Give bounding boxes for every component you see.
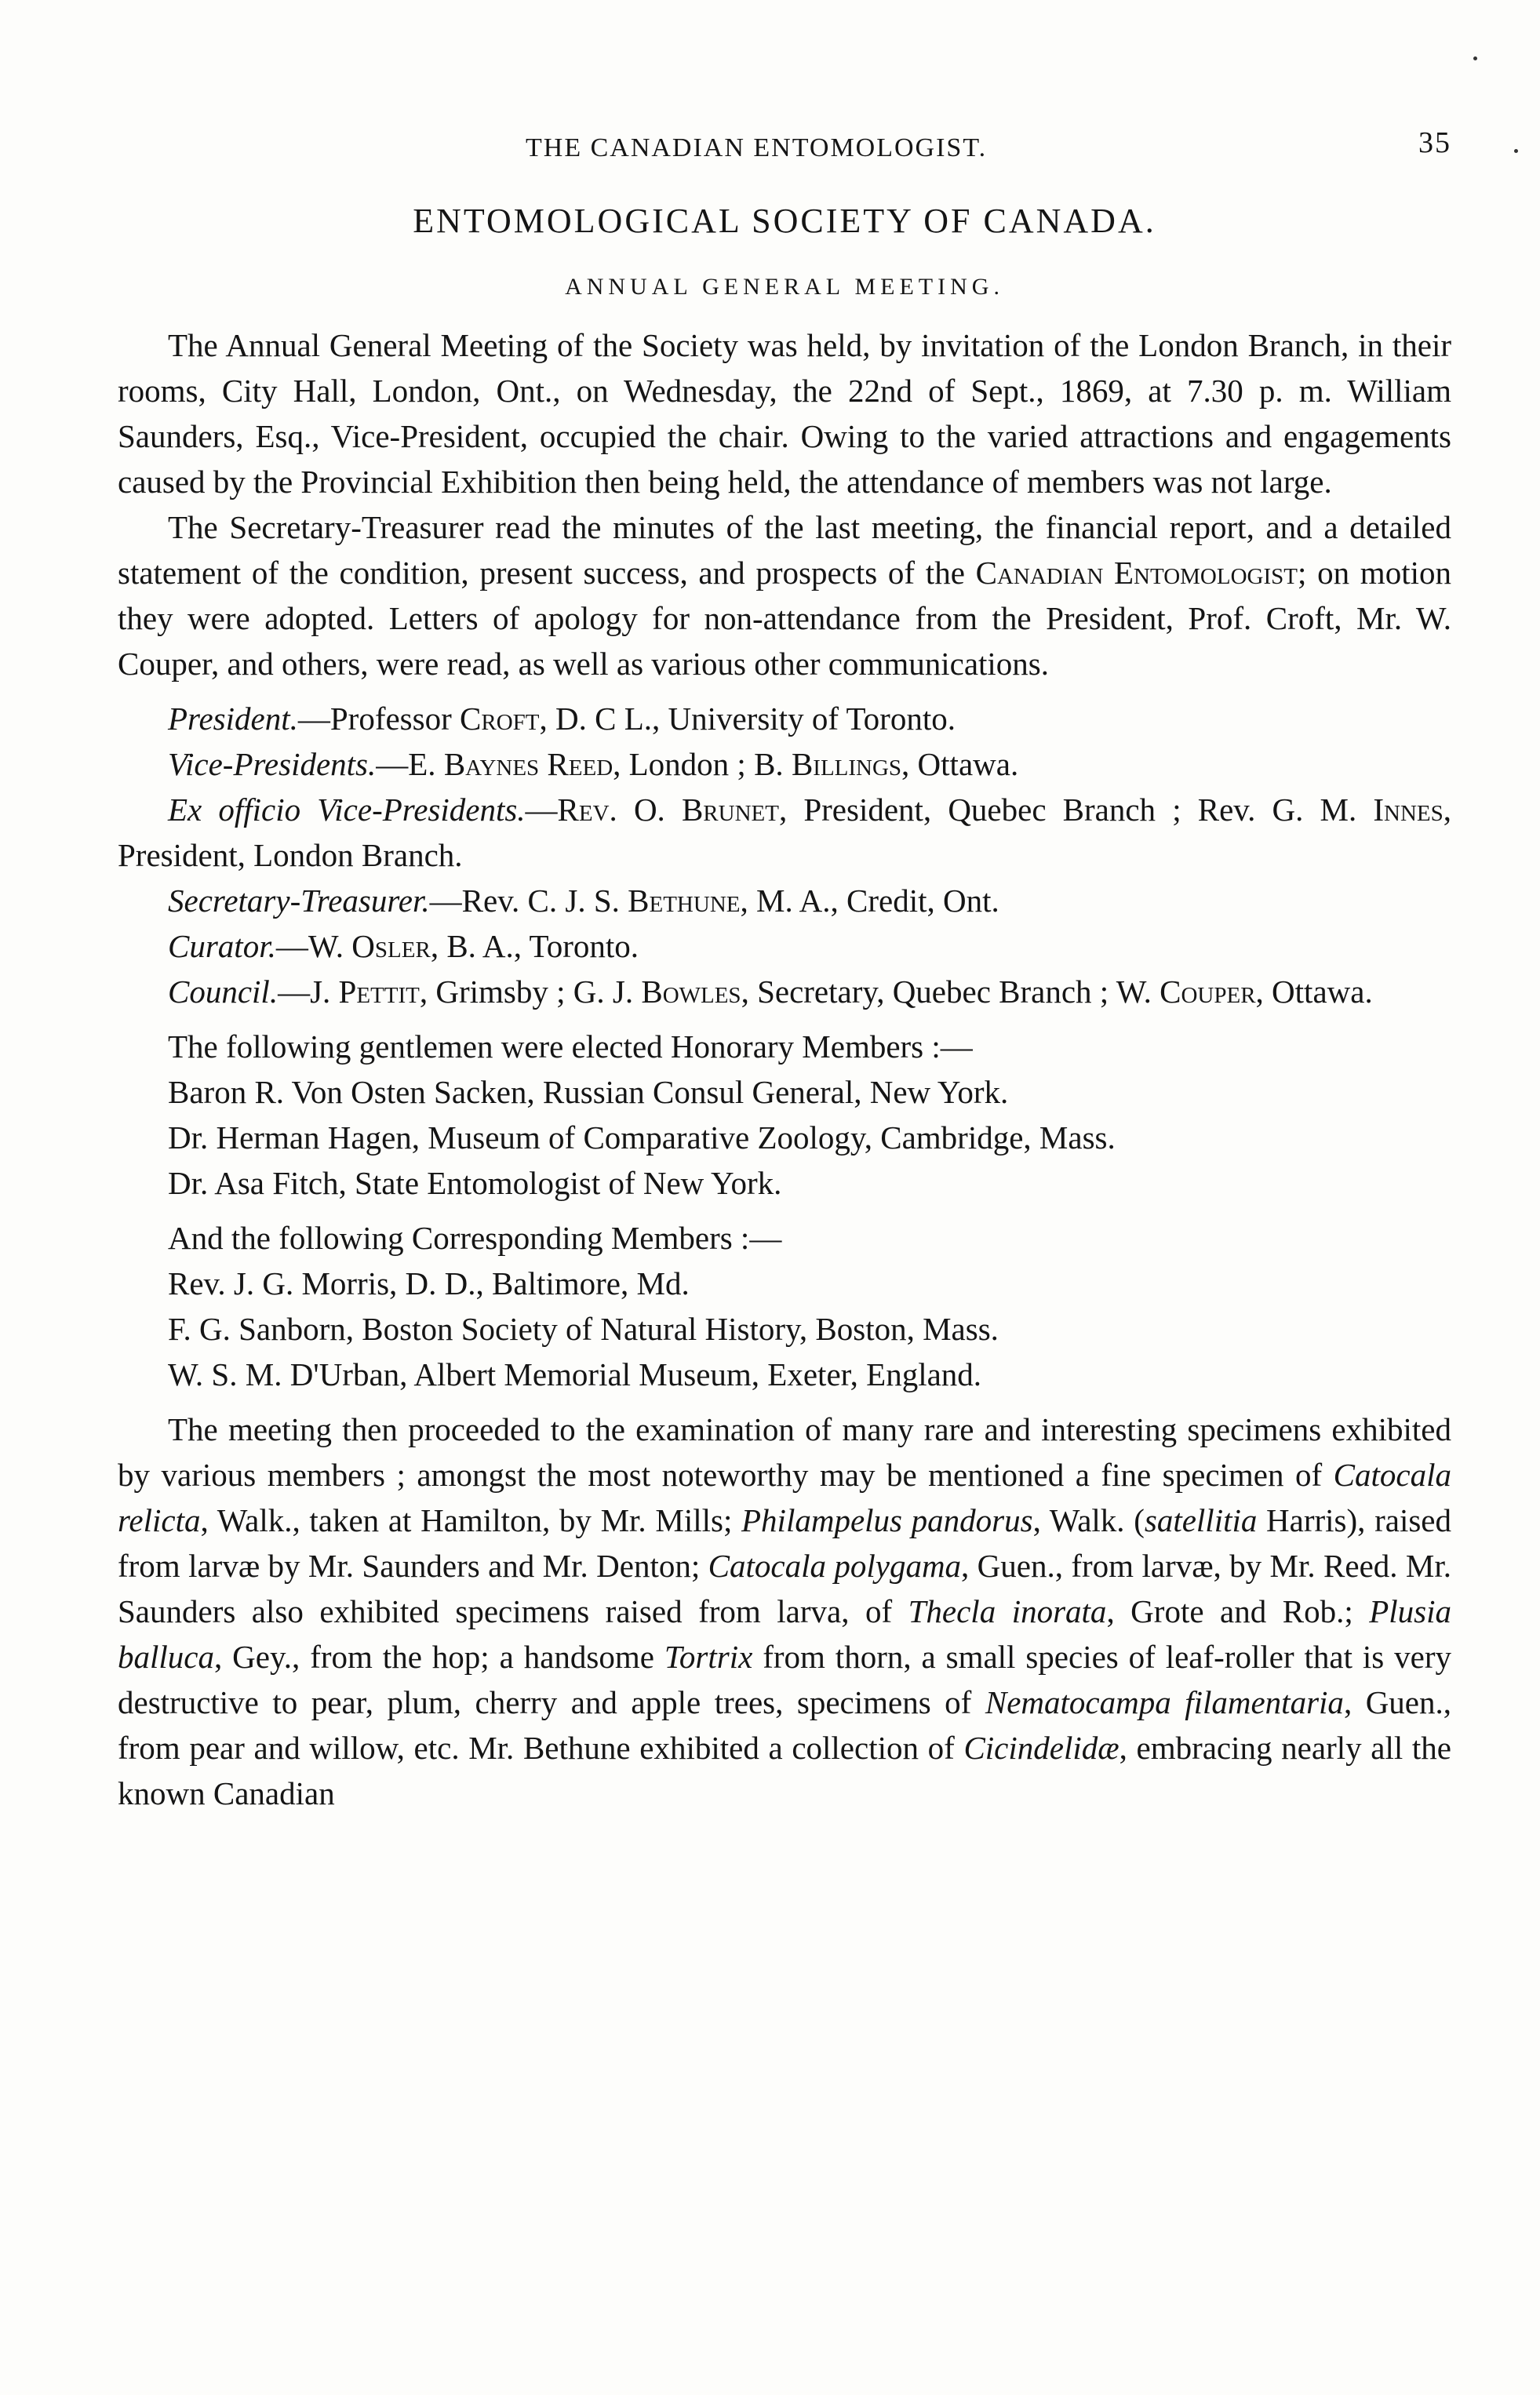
officer-curator: Curator.—W. Osler, B. A., Toronto.	[168, 928, 639, 964]
scan-speck	[1514, 149, 1518, 153]
running-head	[118, 118, 1451, 165]
corresponding-member: Rev. J. G. Morris, D. D., Baltimore, Md.	[168, 1265, 690, 1301]
treasurer-paragraph: The Secretary-Treasurer read the minutes of the last meeting, the financial report, and a detailed statement of the condition, present success, and prospects of the Canadian Entomologist; on motion they were adopted. Letters of apology for non-attendance from the President, Prof. Croft, Mr. W. Couper, and others, were read, as well as various other communications.	[118, 509, 1451, 682]
meeting-paragraph: The Annual General Meeting of the Society was held, by invitation of the London Branch, in their rooms, City Hall, London, Ont., on Wednesday, the 22nd of Sept., 1869, at 7.30 p. m. William Saunders, Esq., Vice-President, occupied the chair. Owing to the varied attractions and engagements caused by the Provincial Exhibition then being held, the attendance of members was not large.	[118, 327, 1451, 500]
officer-ex-officio: Ex officio Vice-Presidents.—Rev. O. Brunet, President, Quebec Branch ; Rev. G. M. Innes, President, London Branch.	[118, 792, 1451, 873]
scan-speck	[1473, 56, 1477, 60]
officer-president: President.—Professor Croft, D. C L., University of Toronto.	[168, 701, 956, 737]
specimens-paragraph: The meeting then proceeded to the examination of many rare and interesting specimens exhibited by various members ; amongst the most noteworthy may be mentioned a fine specimen of Catocala relicta, Walk., taken at Hamilton, by Mr. Mills; Philampelus pandorus, Walk. (satellitia Harris), raised from larvæ by Mr. Saunders and Mr. Denton; Catocala polygama, Guen., from larvæ, by Mr. Reed. Mr. Saunders also exhibited specimens raised from larva, of Thecla inorata, Grote and Rob.; Plusia balluca, Gey., from the hop; a handsome Tortrix from thorn, a small species of leaf-roller that is very destructive to pear, plum, cherry and apple trees, specimens of Nematocampa filamentaria, Guen., from pear and willow, etc. Mr. Bethune exhibited a collection of Cicindelidæ, embracing nearly all the known Canadian	[118, 1411, 1452, 1811]
corresponding-member: W. S. M. D'Urban, Albert Memorial Museum, Exeter, England.	[168, 1356, 982, 1392]
page-number: 35	[1418, 126, 1451, 159]
honorary-member: Baron R. Von Osten Sacken, Russian Consul General, New York.	[168, 1074, 1009, 1110]
article-title: ENTOMOLOGICAL SOCIETY OF CANADA.	[413, 202, 1156, 240]
officer-council: Council.—J. Pettit, Grimsby ; G. J. Bowles, Secretary, Quebec Branch ; W. Couper, Ottawa.	[168, 974, 1373, 1010]
article-subtitle: ANNUAL GENERAL MEETING.	[565, 274, 1004, 300]
honorary-member: Dr. Herman Hagen, Museum of Comparative Zoology, Cambridge, Mass.	[168, 1119, 1116, 1156]
honorary-intro: The following gentlemen were elected Honorary Members :—	[168, 1028, 973, 1065]
officer-secretary-treasurer: Secretary-Treasurer.—Rev. C. J. S. Bethune, M. A., Credit, Ont.	[168, 883, 999, 919]
running-title: THE CANADIAN ENTOMOLOGIST.	[526, 133, 988, 162]
corresponding-member: F. G. Sanborn, Boston Society of Natural History, Boston, Mass.	[168, 1311, 999, 1347]
honorary-member: Dr. Asa Fitch, State Entomologist of New York.	[168, 1165, 782, 1201]
document-page	[118, 118, 1451, 1816]
officer-vice-presidents: Vice-Presidents.—E. Baynes Reed, London ; B. Billings, Ottawa.	[168, 746, 1019, 782]
corresponding-intro: And the following Corresponding Members :—	[168, 1220, 782, 1256]
